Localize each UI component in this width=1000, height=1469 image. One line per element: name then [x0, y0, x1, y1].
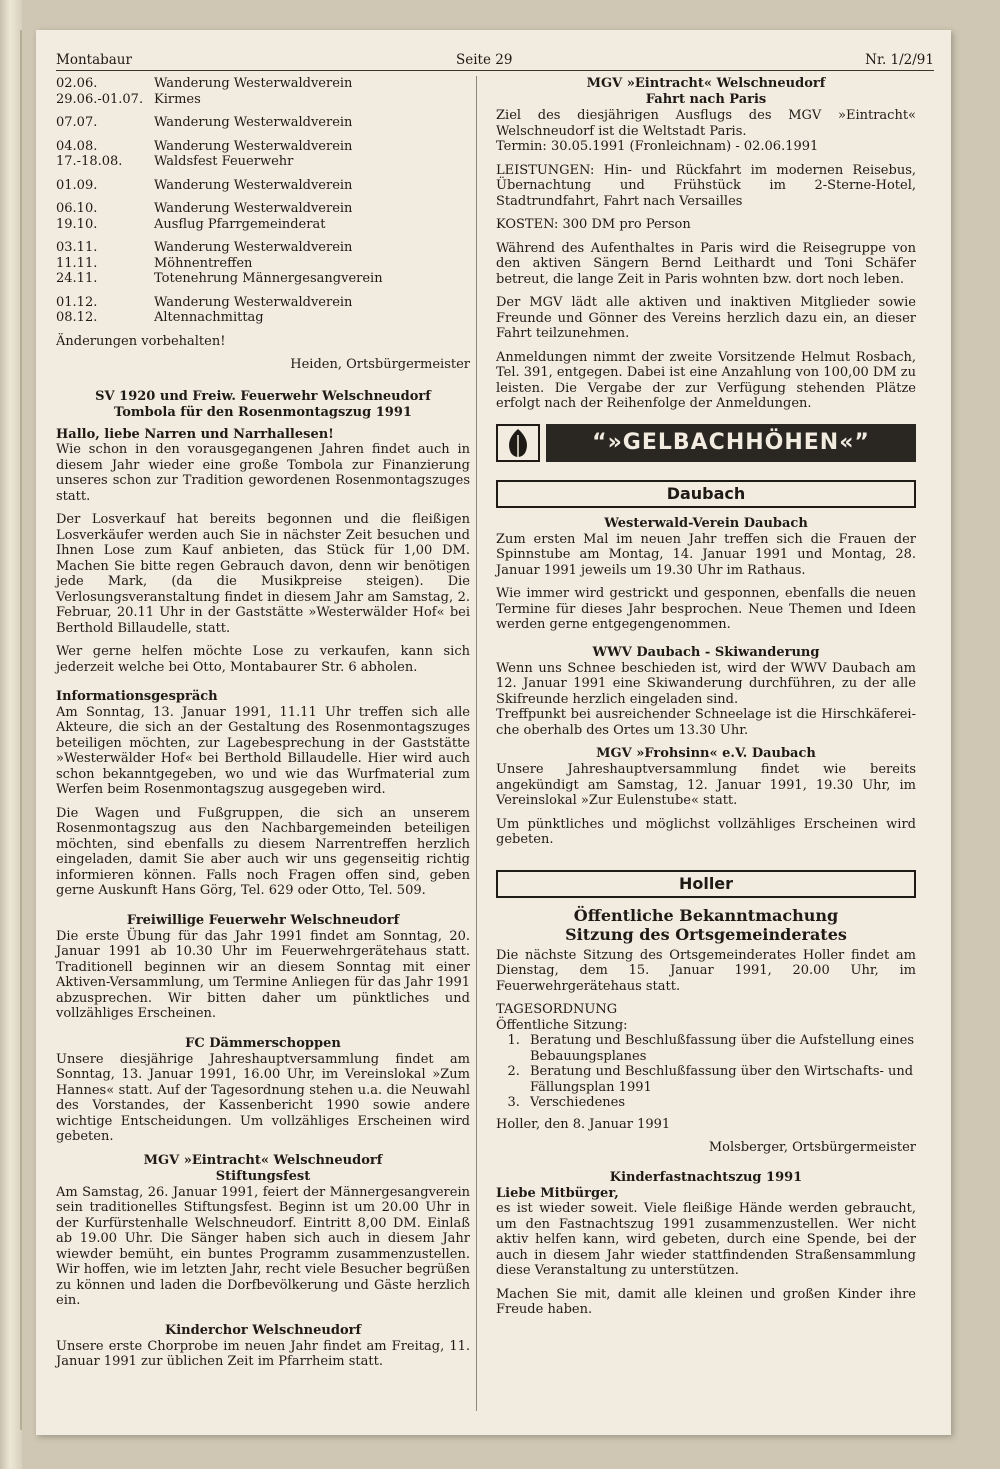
binding-edge — [20, 30, 22, 1430]
agenda-title: TAGESORDNUNG — [496, 1002, 618, 1017]
tombola-title-1: SV 1920 und Freiw. Feuerwehr Welschneudorf — [95, 388, 431, 404]
schedule-row — [56, 217, 470, 233]
leaf-logo-icon — [496, 424, 540, 462]
tombola-greeting: Hallo, liebe Narren und Narrhallesen! — [56, 426, 334, 442]
schedule-date: 06.10. — [56, 201, 98, 216]
paris-paragraph-4: Während des Aufenthaltes in Paris wird die Reisegruppe von den aktiven Sängern Bernd Leithardt und Toni Schäfer betreut, die lange Zeit in Paris wohnten bzw. dort noch leben. — [496, 240, 916, 287]
schedule-group — [56, 201, 470, 232]
schedule-row — [56, 115, 470, 131]
fc-title: FC Dämmerschoppen — [185, 1035, 341, 1051]
ww-paragraph-2: Wie immer wird gestrickt und gesponnen, ebenfalls die neuen Termine für dieses Jahr besprochen. Neue Themen und Ideen werden gerne entgegengenommen. — [496, 586, 916, 632]
agenda-subtitle: Öffentliche Sitzung: — [496, 1017, 628, 1033]
schedule-group — [56, 240, 470, 287]
schedule-event: Totenehrung Männergesangverein — [154, 271, 383, 286]
schedule-date: 03.11. — [56, 240, 98, 255]
agenda-list — [496, 1033, 916, 1111]
ww-title: Westerwald-Verein Daubach — [604, 515, 808, 531]
agenda-item: 1. Beratung und Beschlußfassung über die Aufstellung eines Bebauungsplanes — [524, 1033, 916, 1064]
schedule-row — [56, 295, 470, 311]
kinderfastnacht-greeting: Liebe Mitbürger, — [496, 1185, 619, 1201]
tombola-paragraph-1: Wie schon in den vorausgegangenen Jahren findet auch in diesem Jahr wieder eine große Tombola zur Finanzierung unseres schon zur Tradition gewordenen Rosenmontagszuges statt. — [56, 442, 470, 504]
signature-molsberger: Molsberger, Ortsbürgermeister — [708, 1140, 916, 1155]
paris-registration: Anmeldungen nimmt der zweite Vorsitzende Helmut Rosbach, Tel. 391, entgegen. Dabei ist eine Anzahlung von 100,00 DM zu leisten. Die Vergabe der zur Verfügung stehenden Plätze erfolgt nach der Reihenfolge der Anmeldungen. — [496, 349, 916, 411]
schedule-row — [56, 92, 470, 108]
frohsinn-paragraph-1: Unsere Jahreshauptversammlung findet wie bereits angekündigt am Samstag, 12. Januar 1991, 19.30 Uhr, im Vereinslokal »Zur Eulenstube« statt. — [496, 762, 916, 808]
ffw-paragraph: Die erste Übung für das Jahr 1991 findet am Sonntag, 20. Januar 1991 ab 10.30 Uhr im Feuerwehrgerätehaus statt. Traditionell beginnen wir an diesem Sonntag mit einer Aktiven-Versammlung, um Termine Anliegen für das Jahr 1991 abzusprechen. Wir bitten daher um pünktliches und vollzähliges Erscheinen. — [56, 928, 470, 1021]
schedule-date: 01.12. — [56, 294, 98, 310]
holler-title-2: Sitzung des Ortsgemeinderates — [565, 924, 847, 944]
mgv-stiftungsfest-title-2: Stiftungsfest — [215, 1168, 311, 1184]
binding-strip — [0, 0, 22, 1469]
left-column — [56, 76, 470, 1378]
paris-costs: KOSTEN: 300 DM pro Person — [496, 217, 691, 232]
header-issue: Nr. 1/2/91 — [865, 52, 934, 68]
schedule-date: 02.06. — [56, 76, 98, 91]
paris-services: LEISTUNGEN: Hin- und Rückfahrt im modernen Reisebus, Übernachtung und Frühstück im 2-Sterne-Hotel, Stadtrundfahrt, Fahrt nach Versailles — [496, 162, 916, 209]
paris-title-1: MGV »Eintracht« Welschneudorf — [586, 76, 826, 91]
schedule-group — [56, 139, 470, 170]
schedule-date: 17.-18.08. — [56, 154, 123, 169]
schedule-date: 24.11. — [56, 271, 98, 286]
event-schedule — [56, 76, 470, 326]
schedule-row — [56, 271, 470, 287]
paris-title-2: Fahrt nach Paris — [645, 92, 767, 107]
schedule-row — [56, 76, 470, 92]
holler-title-1: Öffentliche Bekanntmachung — [573, 905, 839, 925]
paris-paragraph-1: Ziel des diesjährigen Ausflugs des MGV »Eintracht« Welschneudorf ist die Weltstadt Paris. — [496, 108, 916, 139]
info-paragraph-2: Die Wagen und Fußgruppen, die sich an unserem Rosenmontagszug aus den Nachbargemeinden beteiligen möchten, sind ebenfalls zu diesem Narrentreffen herzlich eingeladen, damit Sie aber auch wir uns gegenseitig richtig informieren können. Falls noch Fragen offen sind, geben gerne Auskunft Hans Görg, Tel. 629 oder Otto, Tel. 509. — [56, 805, 470, 898]
wwv-title: WWV Daubach - Skiwanderung — [592, 644, 820, 660]
schedule-date: 08.12. — [56, 310, 98, 325]
page-header — [56, 52, 934, 71]
schedule-row — [56, 240, 470, 256]
daubach-section-header: Daubach — [496, 480, 916, 508]
schedule-date: 01.09. — [56, 177, 98, 193]
schedule-date: 19.10. — [56, 216, 98, 232]
tombola-paragraph-2: Der Losverkauf hat bereits begonnen und die fleißigen Losverkäufer werden auch Sie in nächster Zeit besuchen und Ihnen Lose zum Kauf anbieten, das Stück für 1,00 DM. Machen Sie bitte regen Gebrauch davon, denn wir benötigen jede Mark, (da die Musikpreise steigen). Die Verlosungsveranstaltung findet in diesem Jahr am Samstag, 2. Februar, 20.11 Uhr in der Gaststätte »Westerwälder Hof« bei Berthold Billaudelle, statt. — [56, 512, 470, 636]
holler-date: Holler, den 8. Januar 1991 — [496, 1116, 671, 1132]
mgv-stiftungsfest-title-1: MGV »Eintracht« Welschneudorf — [143, 1152, 383, 1168]
column-divider — [476, 76, 477, 1411]
schedule-event: Altennachmittag — [154, 310, 264, 325]
schedule-row — [56, 256, 470, 272]
schedule-row — [56, 310, 470, 326]
schedule-row — [56, 154, 470, 170]
schedule-event: Wanderung Westerwaldverein — [154, 76, 353, 91]
schedule-date: 07.07. — [56, 115, 98, 130]
holler-paragraph: Die nächste Sitzung des Ortsgemeinderates Holler findet am Dienstag, dem 15. Januar 1991, 20.00 Uhr, im Feuerwehrgerätehaus statt. — [496, 947, 916, 994]
changes-note: Änderungen vorbehalten! — [56, 333, 226, 349]
schedule-event: Möhnentreffen — [154, 255, 253, 271]
header-town: Montabaur — [56, 52, 132, 68]
schedule-event: Wanderung Westerwaldverein — [154, 201, 353, 216]
schedule-row — [56, 201, 470, 217]
schedule-group — [56, 76, 470, 107]
schedule-event: Kirmes — [154, 91, 201, 107]
info-title: Informationsgespräch — [56, 689, 218, 704]
fc-paragraph: Unsere diesjährige Jahreshauptversammlung findet am Sonntag, 13. Januar 1991, 16.00 Uhr, im Vereinslokal »Zum Hannes« statt. Auf der Tagesordnung stehen u.a. die Neuwahl des Vorstandes, der Kassenbericht 1990 sowie andere wichtige Entscheidungen. Um vollzähliges Erscheinen wird gebeten. — [56, 1051, 470, 1144]
info-paragraph-1: Am Sonntag, 13. Januar 1991, 11.11 Uhr treffen sich alle Akteure, die sich an der Gestaltung des Rosenmontagszuges beteiligen möchten, zur Lagebesprechung in der Gaststätte »Westerwälder Hof« bei Berthold Billaudelle. Hier wird auch schon bekanntgegeben, wo und wie das Wurfmaterial zum Werfen beim Rosenmontagszug ausgegeben wird. — [56, 704, 470, 797]
agenda-item: 2. Beratung und Beschlußfassung über den Wirtschafts- und Fällungsplan 1991 — [524, 1064, 916, 1095]
signature-heiden: Heiden, Ortsbürgermeister — [290, 357, 470, 372]
schedule-event: Wanderung Westerwaldverein — [154, 294, 353, 310]
ww-paragraph-1: Zum ersten Mal im neuen Jahr treffen sich die Frauen der Spinnstube am Montag, 14. Januar 1991 und Montag, 28. Januar 1991 jeweils um 19.30 Uhr im Rathaus. — [496, 531, 916, 578]
schedule-date: 04.08. — [56, 138, 98, 154]
wwv-paragraph-2: Treffpunkt bei ausreichender Schneelage ist die Hirschkäfereiche oberhalb des Ortes um 13.30 Uhr. — [496, 707, 916, 738]
schedule-event: Wanderung Westerwaldverein — [154, 240, 353, 255]
schedule-date: 11.11. — [56, 255, 98, 271]
paris-paragraph-5: Der MGV lädt alle aktiven und inaktiven Mitglieder sowie Freunde und Gönner des Vereins herzlich dazu ein, an dieser Fahrt teilzunehmen. — [496, 295, 916, 341]
schedule-event: Wanderung Westerwaldverein — [154, 177, 353, 193]
kinderfastnacht-title: Kinderfastnachtszug 1991 — [609, 1169, 803, 1185]
kinderfastnacht-paragraph-2: Machen Sie mit, damit alle kleinen und großen Kinder ihre Freude haben. — [496, 1286, 916, 1317]
kinderchor-paragraph: Unsere erste Chorprobe im neuen Jahr findet am Freitag, 11. Januar 1991 zur üblichen Zeit im Pfarrheim statt. — [56, 1338, 470, 1369]
paris-dates: Termin: 30.05.1991 (Fronleichnam) - 02.06.1991 — [496, 139, 819, 154]
wwv-paragraph-1: Wenn uns Schnee beschieden ist, wird der WWV Daubach am 12. Januar 1991 eine Skiwanderung durchführen, zu der alle Skifreunde herzlich eingeladen sind. — [496, 660, 916, 707]
schedule-row — [56, 178, 470, 194]
schedule-event: Wanderung Westerwaldverein — [154, 115, 353, 130]
tombola-paragraph-3: Wer gerne helfen möchte Lose zu verkaufen, kann sich jederzeit welche bei Otto, Montabaurer Str. 6 abholen. — [56, 644, 470, 675]
kinderfastnacht-paragraph-1: es ist wieder soweit. Viele fleißige Hände werden gebraucht, um den Fastnachtszug 1991 zusammenzustellen. Wer nicht aktiv helfen kann, wird gebeten, durch eine Spende, bei der auch in diesem Jahr wieder stattfindenden Straßensammlung diese Veranstaltung zu unterstützen. — [496, 1201, 916, 1278]
schedule-date: 29.06.-01.07. — [56, 91, 144, 107]
schedule-event: Wanderung Westerwaldverein — [154, 138, 353, 154]
newspaper-page — [36, 30, 951, 1435]
schedule-event: Waldsfest Feuerwehr — [154, 154, 294, 169]
kinderchor-title: Kinderchor Welschneudorf — [164, 1322, 362, 1338]
banner-title: “»GELBACHHÖHEN«” — [546, 424, 916, 462]
right-column — [496, 76, 916, 1326]
holler-section-header: Holler — [496, 870, 916, 898]
frohsinn-title: MGV »Frohsinn« e.V. Daubach — [596, 746, 816, 761]
schedule-group — [56, 178, 470, 194]
gelbachhoehen-banner — [496, 424, 916, 462]
schedule-event: Ausflug Pfarrgemeinderat — [154, 216, 326, 232]
ffw-title: Freiwillige Feuerwehr Welschneudorf — [126, 912, 400, 928]
frohsinn-paragraph-2: Um pünktliches und möglichst vollzähliges Erscheinen wird gebeten. — [496, 816, 916, 847]
schedule-group — [56, 295, 470, 326]
tombola-title-2: Tombola für den Rosenmontagszug 1991 — [114, 404, 412, 420]
schedule-row — [56, 139, 470, 155]
schedule-group — [56, 115, 470, 131]
mgv-stiftungsfest-paragraph: Am Samstag, 26. Januar 1991, feiert der Männergesangverein sein traditionelles Stiftungsfest. Beginn ist um 20.00 Uhr in der Kurfürstenhalle Welschneudorf. Eintritt 8,00 DM. Einlaß ab 19.00 Uhr. Die Sänger haben sich auch in diesem Jahr wiewder bemüht, ein buntes Programm zusammenzustellen. Wir hoffen, wie im letzten Jahr, recht viele Besucher begrüßen zu können und laden die Dorfbevölkerung und Gäste herzlich ein. — [56, 1184, 470, 1308]
agenda-item: 3. Verschiedenes — [524, 1095, 916, 1111]
header-page-number: Seite 29 — [456, 52, 513, 68]
